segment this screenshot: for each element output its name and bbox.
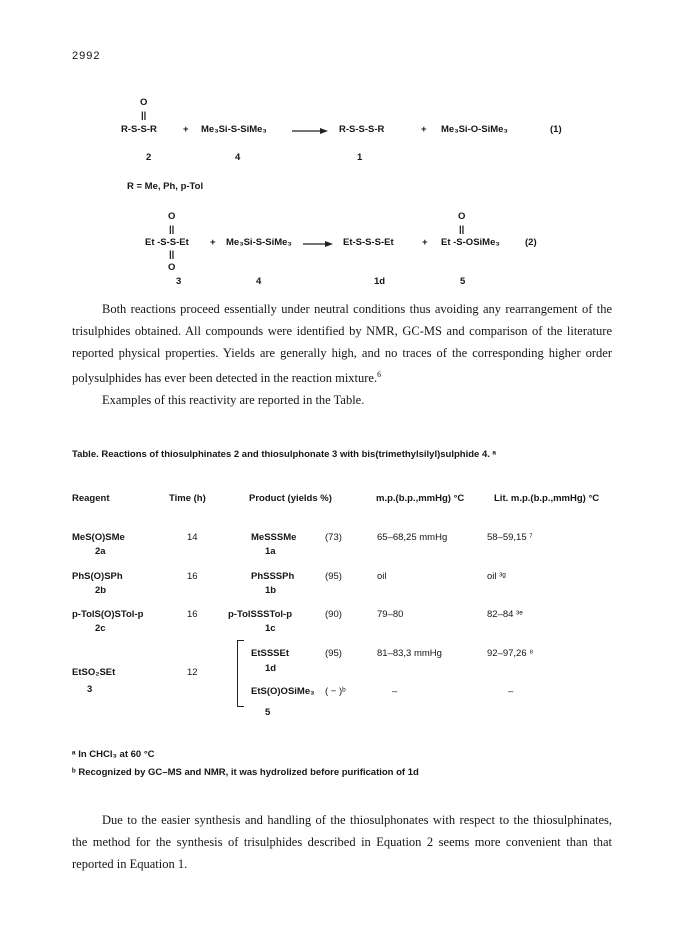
table-cell: 92–97,26 ⁸ (487, 648, 534, 659)
table-cell: 2a (95, 546, 106, 557)
table-cell: MeS(O)SMe (72, 532, 125, 543)
table-cell: (95) (325, 648, 342, 659)
table-cell: 58–59,15 ⁷ (487, 532, 533, 543)
compound-label: 4 (235, 152, 241, 163)
compound-label: 2 (146, 152, 152, 163)
table-cell: EtSO₂SEt (72, 667, 116, 678)
table-cell: PhS(O)SPh (72, 571, 123, 582)
eq1-reagent-2: Me₃Si-S-SiMe₃ (201, 124, 267, 135)
table-caption: Table. Reactions of thiosulphinates 2 and thiosulphonate 3 with bis(trimethylsilyl)sulphide 4. ᵃ (72, 449, 497, 460)
table-footnote: ᵃ In CHCl₃ at 60 °C (72, 749, 155, 760)
table-cell: – (392, 686, 398, 697)
oxo-atom: O (168, 211, 176, 222)
bracket-tick (237, 706, 244, 707)
eq1-plus: + (421, 124, 427, 135)
table-cell: 16 (187, 609, 198, 620)
eq2-product-2: Et -S-OSiMe₃ (441, 237, 500, 248)
column-header: m.p.(b.p.,mmHg) °C (376, 493, 465, 504)
table-cell: – (508, 686, 514, 697)
double-bond: || (169, 224, 175, 235)
column-header: Reagent (72, 493, 110, 504)
table-cell: oil (377, 571, 387, 582)
eq2-plus: + (210, 237, 216, 248)
paragraph-text: Both reactions proceed essentially under neutral conditions thus avoiding any rearrangement of the trisulphides obtained. All compounds were identified by NMR, GC-MS and comparison of the literature reported physical properties. Yields are generally high, and no traces of the corresponding higher order polysulphides has ever been detected in the reaction mixture. (72, 302, 612, 386)
paragraph-text: Examples of this reactivity are reported in the Table. (102, 393, 365, 408)
table-cell: 14 (187, 532, 198, 543)
table-cell: 65–68,25 mmHg (377, 532, 448, 543)
table-cell: 82–84 ³ᵉ (487, 609, 523, 620)
table-cell: 1d (265, 663, 277, 674)
compound-label: 4 (256, 276, 262, 287)
table-cell: 1b (265, 585, 277, 596)
table-footnote: ᵇ Recognized by GC–MS and NMR, it was hydrolized before purification of 1d (72, 767, 419, 778)
oxo-atom: O (168, 262, 176, 273)
r-group-definition: R = Me, Ph, p-Tol (127, 181, 204, 192)
reaction-arrow (303, 239, 333, 249)
bracket-tick (237, 640, 244, 641)
table-cell: EtSSSEt (251, 648, 290, 659)
table-cell: (90) (325, 609, 342, 620)
equation-number: (1) (550, 124, 562, 135)
reaction-arrow (292, 126, 328, 136)
double-bond: || (141, 110, 147, 121)
compound-label: 1d (374, 276, 386, 287)
table-cell: 12 (187, 667, 198, 678)
compound-label: 5 (460, 276, 466, 287)
paragraph-text: Due to the easier synthesis and handling of the thiosulphonates with respect to the thiosulphinates, the method for the synthesis of trisulphides described in Equation 2 seems more convenient than that reported in Equation 1. (72, 813, 612, 871)
table-cell: 1c (265, 623, 276, 634)
table-cell: 2b (95, 585, 107, 596)
table-cell: PhSSSPh (251, 571, 295, 582)
equation-number: (2) (525, 237, 537, 248)
eq2-reagent-2: Me₃Si-S-SiMe₃ (226, 237, 292, 248)
eq2-reagent-1: Et -S-S-Et (145, 237, 189, 248)
table-cell: p-TolSSSTol-p (228, 609, 293, 620)
column-header: Time (h) (169, 493, 206, 504)
table-cell: (95) (325, 571, 342, 582)
table-cell: ( − )ᵇ (325, 686, 346, 697)
table-cell: 2c (95, 623, 106, 634)
body-paragraph (72, 298, 612, 411)
table-cell: (73) (325, 532, 342, 543)
table-cell: 5 (265, 707, 271, 718)
table-cell: p-TolS(O)STol-p (72, 609, 144, 620)
eq1-reagent-1: R-S-S-R (121, 124, 157, 135)
page-number: 2992 (72, 50, 101, 62)
table-cell: MeSSSMe (251, 532, 297, 543)
table-cell: 16 (187, 571, 198, 582)
oxo-atom: O (140, 97, 148, 108)
table-cell: 79–80 (377, 609, 404, 620)
eq1-plus: + (183, 124, 189, 135)
column-header: Lit. m.p.(b.p.,mmHg) °C (494, 493, 600, 504)
table-cell: 3 (87, 684, 93, 695)
eq2-product-1: Et-S-S-S-Et (343, 237, 394, 248)
eq1-product-2: Me₃Si-O-SiMe₃ (441, 124, 508, 135)
table-cell: oil ³ᵍ (487, 571, 506, 582)
oxo-atom: O (458, 211, 466, 222)
compound-label: 3 (176, 276, 182, 287)
body-paragraph (72, 809, 612, 875)
double-bond: || (459, 224, 465, 235)
eq1-product-1: R-S-S-S-R (339, 124, 385, 135)
reference-marker: 6 (377, 370, 382, 379)
table-cell: EtS(O)OSiMe₃ (251, 686, 315, 697)
table-cell: 81–83,3 mmHg (377, 648, 442, 659)
eq2-plus: + (422, 237, 428, 248)
table-cell: 1a (265, 546, 276, 557)
double-bond: || (169, 249, 175, 260)
column-header: Product (yields %) (249, 493, 332, 504)
compound-label: 1 (357, 152, 363, 163)
product-bracket (237, 640, 238, 706)
